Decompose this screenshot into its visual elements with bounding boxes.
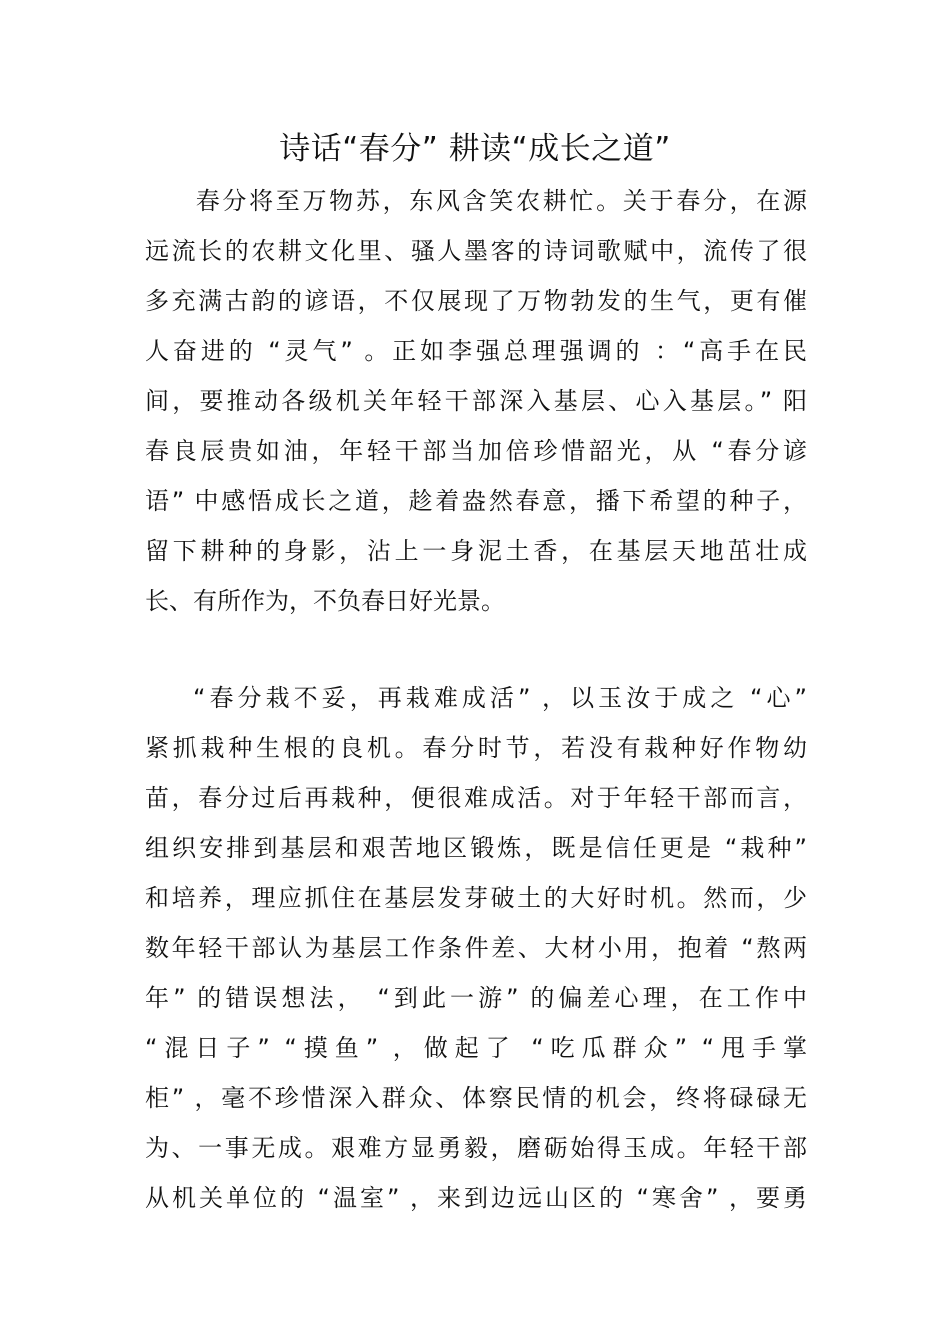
paragraph-1-line-5: 间，要推动各级机关年轻干部深入基层、心入基层。” 阳 [145,387,807,415]
paragraph-1-line-7: 语” 中感悟成长之道，趁着盎然春意，播下希望的种子， [145,487,807,515]
paragraph-1-text: 春分将至万物苏，东风含笑农耕忙。关于春分，在源 [193,187,807,215]
paragraph-2-line-11: 从机关单位的 “温室” ，来到边远山区的 “寒舍” ，要勇 [145,1184,807,1212]
paragraph-2-line-5: 和培养，理应抓住在基层发芽破土的大好时机。然而，少 [145,884,807,912]
paragraph-1-line-3: 多充满古韵的谚语，不仅展现了万物勃发的生气，更有催 [145,287,807,315]
paragraph-1-line-4: 人奋进的 “灵气” 。正如李强总理强调的 ：“高手在民 [145,337,807,365]
paragraph-2-text: “春分栽不妥，再栽难成活” ，以玉汝于成之 “心” [193,684,807,712]
document-title: 诗话“春分” 耕读“成长之道” [279,131,671,167]
paragraph-2-line-10: 为、一事无成。艰难方显勇毅，磨砺始得玉成。年轻干部 [145,1134,807,1162]
paragraph-1-line-9: 长、有所作为，不负春日好光景。 [145,587,505,615]
paragraph-1-line-2: 远流长的农耕文化里、骚人墨客的诗词歌赋中，流传了很 [145,237,807,265]
paragraph-2-line-3: 苗，春分过后再栽种，便很难成活。对于年轻干部而言， [145,784,807,812]
paragraph-2-line-4: 组织安排到基层和艰苦地区锻炼，既是信任更是 “栽种” [145,834,807,862]
paragraph-1-line-6: 春良辰贵如油，年轻干部当加倍珍惜韶光，从 “春分谚 [145,437,807,465]
paragraph-1-line-8: 留下耕种的身影，沾上一身泥土香，在基层天地茁壮成 [145,537,807,565]
paragraph-2-line-1 [145,673,807,723]
paragraph-2-line-8: “混日子” “摸鱼” ，做起了 “吃瓜群众” “甩手掌 [145,1034,807,1062]
paragraph-2-line-6: 数年轻干部认为基层工作条件差、大材小用，抱着 “熬两 [145,934,807,962]
paragraph-1-line-1 [145,176,807,226]
paragraph-2-line-9: 柜” ，毫不珍惜深入群众、体察民情的机会，终将碌碌无 [145,1084,807,1112]
paragraph-2-line-2: 紧抓栽种生根的良机。春分时节，若没有栽种好作物幼 [145,734,807,762]
paragraph-2-line-7: 年” 的错误想法， “到此一游” 的偏差心理，在工作中 [145,984,807,1012]
